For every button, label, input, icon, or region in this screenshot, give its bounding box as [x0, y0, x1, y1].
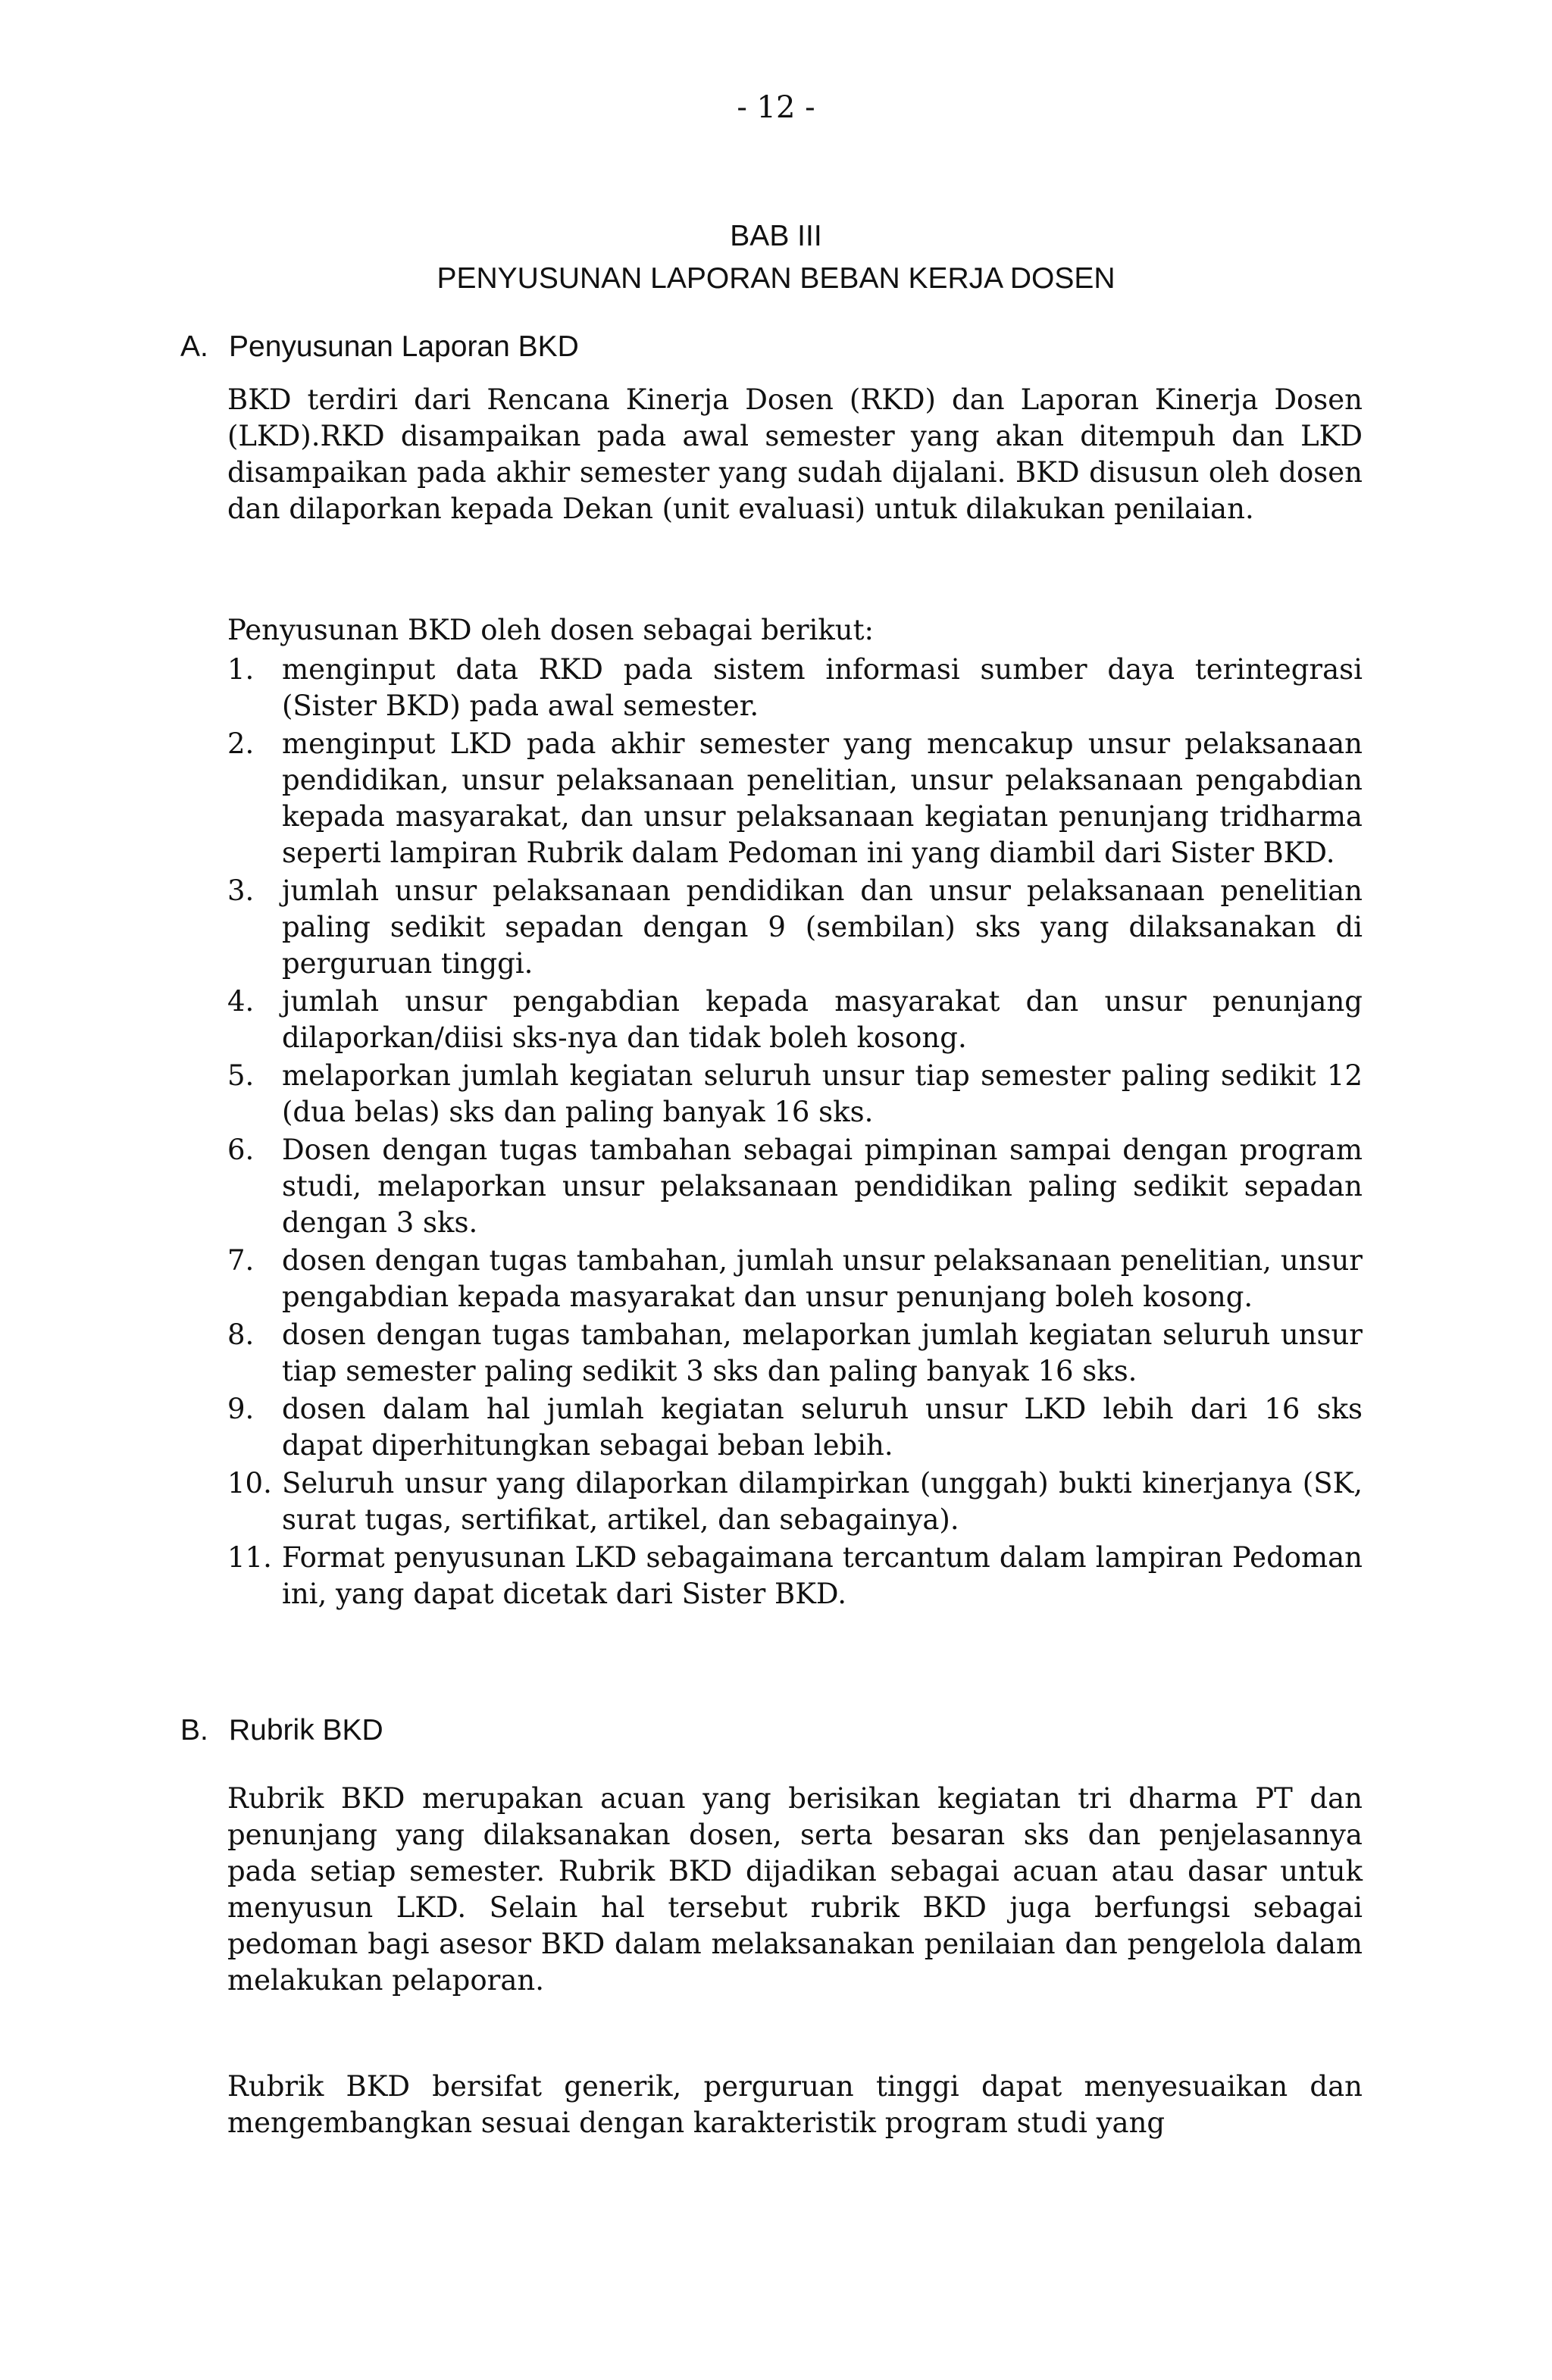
- list-item: [227, 652, 1363, 724]
- list-item: [227, 1540, 1363, 1612]
- section-b-paragraph-1: Rubrik BKD merupakan acuan yang berisikan kegiatan tri dharma PT dan penunjang yang dilaksanakan dosen, serta besaran sks dan penjelasannya pada setiap semester. Rubrik BKD dijadikan sebagai acuan atau dasar untuk menyusun LKD. Selain hal tersebut rubrik BKD juga berfungsi sebagai pedoman bagi asesor BKD dalam melaksanakan penilaian dan pengelola dalam melakukan pelaporan.: [227, 1782, 1363, 1997]
- section-b-heading: [180, 1712, 1317, 1749]
- list-item: [227, 726, 1363, 871]
- list-item-number: 5.: [227, 1059, 255, 1092]
- list-item-text: menginput LKD pada akhir semester yang mencakup unsur pelaksanaan pendidikan, unsur pelaksanaan penelitian, unsur pelaksanaan pengabdian kepada masyarakat, dan unsur pelaksanaan kegiatan penunjang tridharma seperti lampiran Rubrik dalam Pedoman ini yang diambil dari Sister BKD.: [282, 727, 1363, 869]
- section-a-letter: A.: [180, 330, 208, 363]
- list-item: [227, 1243, 1363, 1315]
- list-item-number: 10.: [227, 1467, 272, 1500]
- list-item: [227, 984, 1363, 1056]
- chapter-title: PENYUSUNAN LAPORAN BEBAN KERJA DOSEN: [436, 262, 1116, 295]
- section-b-title: Rubrik BKD: [229, 1714, 383, 1747]
- list-intro: Penyusunan BKD oleh dosen sebagai berikut:: [227, 614, 874, 646]
- list-item-text: jumlah unsur pengabdian kepada masyarakat dan unsur penunjang dilaporkan/diisi sks-nya dan tidak boleh kosong.: [282, 985, 1363, 1054]
- list-item-number: 6.: [227, 1134, 255, 1166]
- list-item-text: jumlah unsur pelaksanaan pendidikan dan unsur pelaksanaan penelitian paling sedikit sepadan dengan 9 (sembilan) sks yang dilaksanakan di perguruan tinggi.: [282, 874, 1363, 980]
- list-item-text: dosen dengan tugas tambahan, jumlah unsur pelaksanaan penelitian, unsur pengabdian kepada masyarakat dan unsur penunjang boleh kosong.: [282, 1244, 1363, 1313]
- page-number: - 12 -: [737, 90, 815, 125]
- section-b-letter: B.: [180, 1714, 208, 1747]
- list-item-text: Format penyusunan LKD sebagaimana tercantum dalam lampiran Pedoman ini, yang dapat dicetak dari Sister BKD.: [282, 1541, 1363, 1610]
- list-item-text: melaporkan jumlah kegiatan seluruh unsur tiap semester paling sedikit 12 (dua belas) sks dan paling banyak 16 sks.: [282, 1059, 1363, 1128]
- list-item: [227, 1465, 1363, 1538]
- list-item-number: 8.: [227, 1318, 255, 1351]
- list-item-number: 4.: [227, 985, 255, 1018]
- list-item-text: Seluruh unsur yang dilaporkan dilampirkan (unggah) bukti kinerjanya (SK, surat tugas, sertifikat, artikel, dan sebagainya).: [282, 1467, 1363, 1536]
- section-a-title: Penyusunan Laporan BKD: [229, 330, 579, 363]
- chapter-label: BAB III: [730, 220, 822, 252]
- list-item-number: 7.: [227, 1244, 255, 1277]
- list-item: [227, 1317, 1363, 1390]
- list-item-text: Dosen dengan tugas tambahan sebagai pimpinan sampai dengan program studi, melaporkan unsur pelaksanaan pendidikan paling sedikit sepadan dengan 3 sks.: [282, 1134, 1363, 1239]
- list-item-text: dosen dengan tugas tambahan, melaporkan jumlah kegiatan seluruh unsur tiap semester paling sedikit 3 sks dan paling banyak 16 sks.: [282, 1318, 1363, 1387]
- list-item-number: 2.: [227, 727, 255, 760]
- section-a-paragraph: BKD terdiri dari Rencana Kinerja Dosen (RKD) dan Laporan Kinerja Dosen (LKD).RKD disampaikan pada awal semester yang akan ditempuh dan LKD disampaikan pada akhir semester yang sudah dijalani. BKD disusun oleh dosen dan dilaporkan kepada Dekan (unit evaluasi) untuk dilakukan penilaian.: [227, 383, 1363, 525]
- numbered-list: [227, 652, 1363, 1614]
- list-item: [227, 1132, 1363, 1241]
- list-item: [227, 1058, 1363, 1131]
- list-item-number: 9.: [227, 1393, 255, 1425]
- list-item-number: 11.: [227, 1541, 272, 1574]
- list-item: [227, 1391, 1363, 1464]
- section-b-paragraph-2: Rubrik BKD bersifat generik, perguruan tinggi dapat menyesuaikan dan mengembangkan sesuai dengan karakteristik program studi yang: [227, 2070, 1363, 2139]
- list-item-number: 1.: [227, 653, 255, 686]
- list-item: [227, 873, 1363, 982]
- list-item-text: dosen dalam hal jumlah kegiatan seluruh unsur LKD lebih dari 16 sks dapat diperhitungkan sebagai beban lebih.: [282, 1393, 1363, 1462]
- list-item-number: 3.: [227, 874, 255, 907]
- section-a-heading: [180, 329, 1317, 365]
- list-item-text: menginput data RKD pada sistem informasi sumber daya terintegrasi (Sister BKD) pada awal semester.: [282, 653, 1363, 722]
